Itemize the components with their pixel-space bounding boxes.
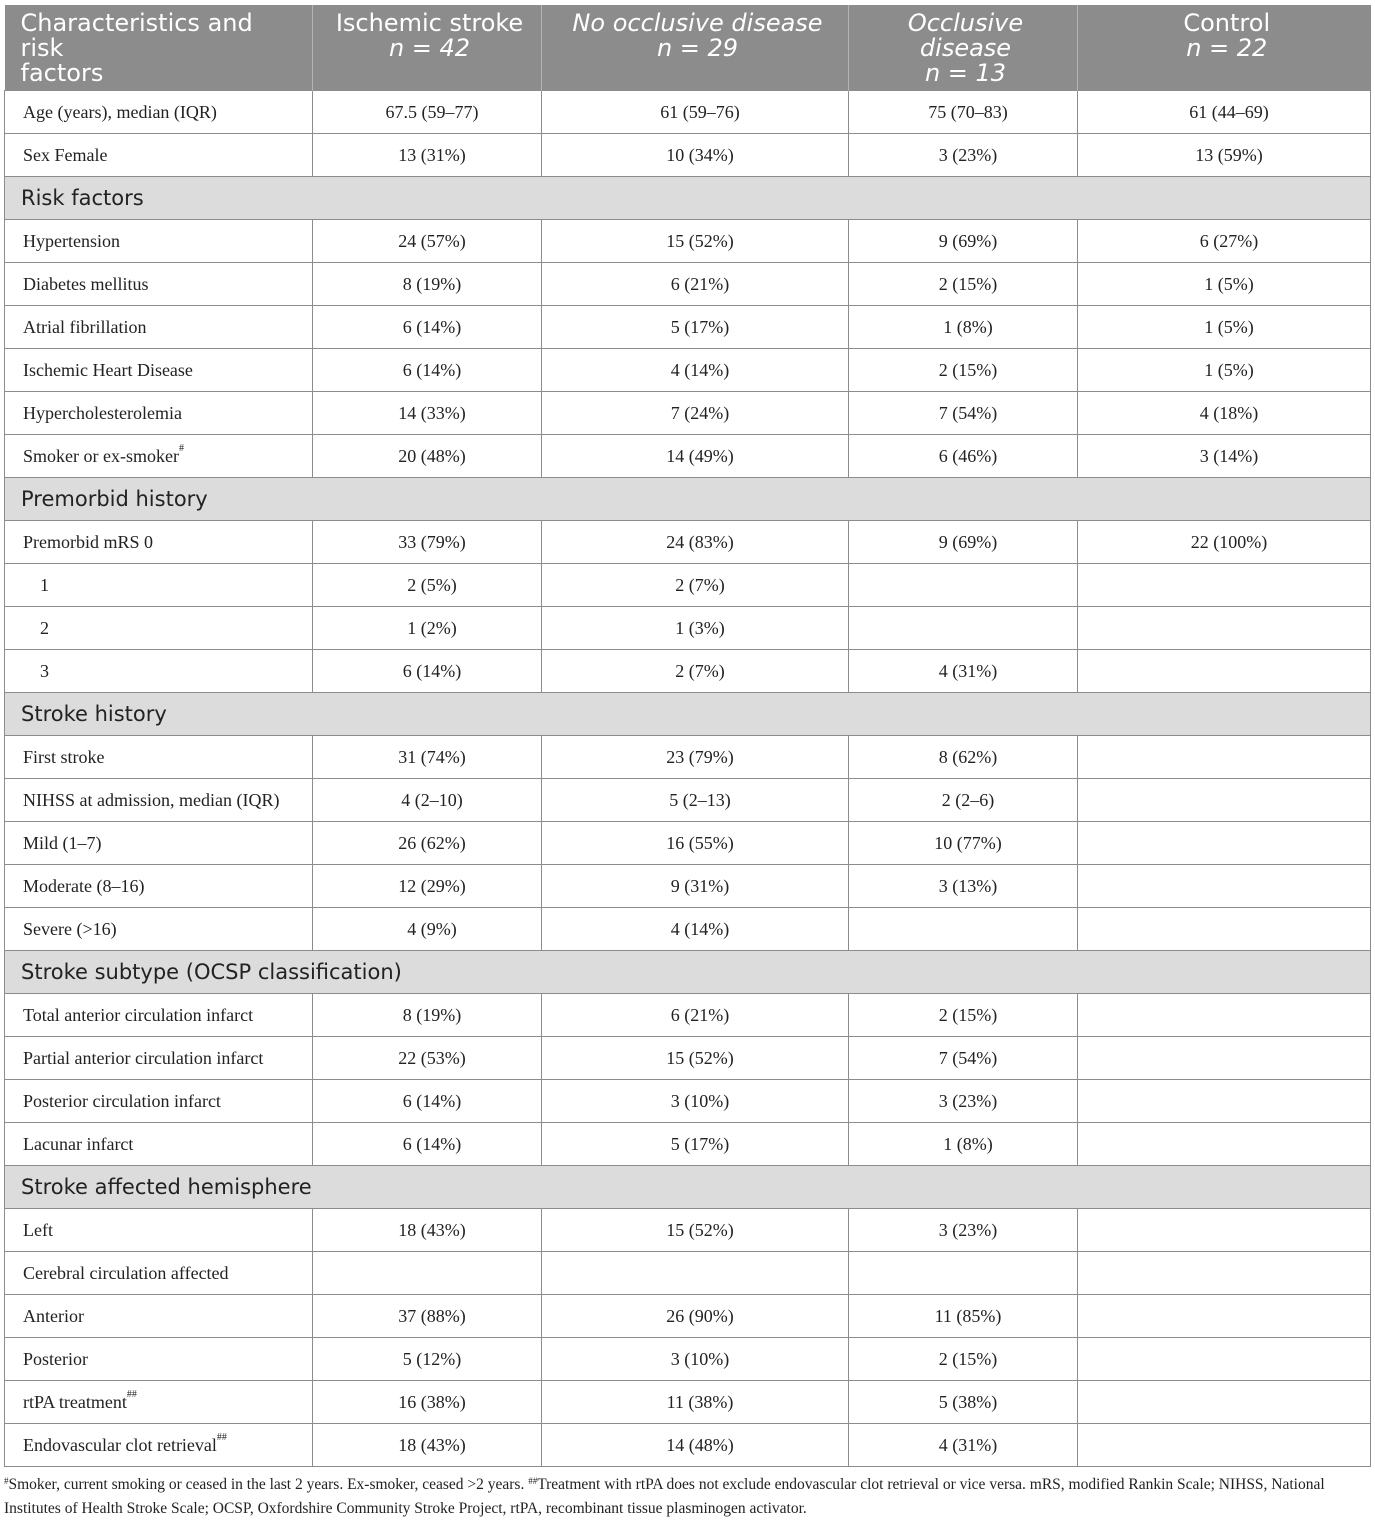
header-n: n = 13 (924, 59, 1007, 87)
table-cell: 6 (21%) (542, 263, 849, 306)
row-label-text: Endovascular clot retrieval (23, 1434, 217, 1455)
table-cell: 3 (13%) (849, 865, 1078, 908)
row-label (5, 306, 313, 349)
header-no-occlusive-disease (542, 5, 849, 91)
header-n: n = 29 (656, 34, 739, 62)
table-cell (1078, 994, 1371, 1037)
table-row (5, 1295, 1371, 1338)
row-label (5, 1295, 313, 1338)
table-cell: 2 (15%) (849, 349, 1078, 392)
table-header (5, 5, 1371, 91)
table-row (5, 1381, 1371, 1424)
table-cell: 67.5 (59–77) (313, 91, 542, 134)
row-label (5, 822, 313, 865)
table-cell: 61 (44–69) (1078, 91, 1371, 134)
table-row (5, 1209, 1371, 1252)
table-row (5, 822, 1371, 865)
row-label-text: Sex Female (23, 144, 108, 165)
row-label-text: Smoker or ex-smoker (23, 445, 179, 466)
section-heading: Stroke history (5, 693, 1371, 736)
section-heading: Stroke subtype (OCSP classification) (5, 951, 1371, 994)
table-cell: 26 (62%) (313, 822, 542, 865)
section-row (5, 1166, 1371, 1209)
table-cell: 2 (15%) (849, 263, 1078, 306)
table-cell: 1 (8%) (849, 306, 1078, 349)
footnote-text: Treatment with rtPA does not exclude endovascular clot retrieval or vice versa. mRS, modified Rankin Scale; NIHSS, National Institutes of Health Stroke Scale; OCSP, Oxfordshire Community Stroke Project, rtPA, recombinant tissue plasminogen activator. (4, 1476, 1325, 1517)
table-cell (1078, 1381, 1371, 1424)
table-cell: 9 (31%) (542, 865, 849, 908)
table-cell: 14 (49%) (542, 435, 849, 478)
table-cell: 6 (21%) (542, 994, 849, 1037)
row-label (5, 435, 313, 478)
row-label (5, 1338, 313, 1381)
table-cell (849, 607, 1078, 650)
header-control (1078, 5, 1371, 91)
header-line: No occlusive disease (572, 9, 823, 37)
table-cell: 4 (31%) (849, 1424, 1078, 1467)
row-label-text: Mild (1–7) (23, 832, 102, 853)
header-n: n = 22 (1186, 34, 1268, 62)
section-heading: Premorbid history (5, 478, 1371, 521)
table-cell (1078, 1080, 1371, 1123)
table-cell: 37 (88%) (313, 1295, 542, 1338)
table-row (5, 994, 1371, 1037)
table-row (5, 607, 1371, 650)
row-label-text: First stroke (23, 746, 105, 767)
table-cell (1078, 1252, 1371, 1295)
row-label-text: Diabetes mellitus (23, 273, 149, 294)
row-label (5, 994, 313, 1037)
header-occlusive-disease (849, 5, 1078, 91)
row-label (5, 865, 313, 908)
row-label-text: Posterior circulation infarct (23, 1090, 221, 1111)
table-cell (313, 1252, 542, 1295)
header-characteristics (5, 5, 313, 91)
table-cell: 18 (43%) (313, 1424, 542, 1467)
table-cell: 8 (19%) (313, 994, 542, 1037)
table-cell: 2 (15%) (849, 994, 1078, 1037)
table-cell (1078, 908, 1371, 951)
row-label (5, 650, 313, 693)
table-container (4, 5, 1370, 1521)
table-cell: 8 (62%) (849, 736, 1078, 779)
table-cell: 1 (5%) (1078, 349, 1371, 392)
table-cell: 33 (79%) (313, 521, 542, 564)
row-label (5, 1037, 313, 1080)
table-cell: 3 (23%) (849, 1080, 1078, 1123)
footnote-marker: # (178, 442, 184, 454)
row-label-text: Ischemic Heart Disease (23, 359, 193, 380)
table-cell: 6 (14%) (313, 1080, 542, 1123)
section-row (5, 478, 1371, 521)
table-cell: 5 (17%) (542, 306, 849, 349)
table-cell: 2 (7%) (542, 564, 849, 607)
table-body (5, 91, 1371, 1467)
row-label-text: Left (23, 1219, 53, 1240)
header-line: factors (20, 59, 104, 87)
row-label-text: Posterior (23, 1348, 88, 1369)
table-cell (849, 908, 1078, 951)
table-cell (1078, 865, 1371, 908)
table-cell: 5 (2–13) (542, 779, 849, 822)
table-cell: 1 (8%) (849, 1123, 1078, 1166)
table-cell: 2 (5%) (313, 564, 542, 607)
row-label-text: Hypercholesterolemia (23, 402, 182, 423)
table-cell: 11 (85%) (849, 1295, 1078, 1338)
row-label (5, 349, 313, 392)
row-label-text: Anterior (23, 1305, 84, 1326)
table-cell: 10 (34%) (542, 134, 849, 177)
table-cell: 16 (38%) (313, 1381, 542, 1424)
section-row (5, 693, 1371, 736)
table-cell: 6 (27%) (1078, 220, 1371, 263)
table-cell: 6 (14%) (313, 1123, 542, 1166)
row-label (5, 521, 313, 564)
row-label (5, 1123, 313, 1166)
table-cell (542, 1252, 849, 1295)
table-cell (1078, 1424, 1371, 1467)
table-row (5, 1424, 1371, 1467)
header-line: Ischemic stroke (335, 9, 524, 37)
table-cell: 14 (48%) (542, 1424, 849, 1467)
table-row (5, 521, 1371, 564)
table-row (5, 1338, 1371, 1381)
section-heading: Risk factors (5, 177, 1371, 220)
table-cell: 3 (23%) (849, 1209, 1078, 1252)
table-cell (1078, 822, 1371, 865)
row-label-text: Partial anterior circulation infarct (23, 1047, 264, 1068)
table-cell: 16 (55%) (542, 822, 849, 865)
footnote-marker: # (4, 1476, 9, 1486)
row-label (5, 220, 313, 263)
footnote-marker: ## (126, 1388, 137, 1400)
table-row (5, 908, 1371, 951)
table-cell (1078, 564, 1371, 607)
footnote-marker: ## (216, 1431, 227, 1443)
characteristics-table (4, 5, 1371, 1467)
table-cell: 2 (7%) (542, 650, 849, 693)
table-row (5, 1123, 1371, 1166)
table-cell: 1 (5%) (1078, 263, 1371, 306)
header-n: n = 42 (388, 34, 471, 62)
table-row (5, 1037, 1371, 1080)
row-label-text: Severe (>16) (23, 918, 117, 939)
row-label (5, 607, 313, 650)
row-label-text: Hypertension (23, 230, 120, 251)
table-cell: 15 (52%) (542, 1037, 849, 1080)
section-row (5, 951, 1371, 994)
table-row (5, 1080, 1371, 1123)
table-cell (1078, 1209, 1371, 1252)
table-cell: 22 (100%) (1078, 521, 1371, 564)
row-label (5, 1424, 313, 1467)
footnote-marker: ## (528, 1476, 538, 1486)
row-label-text: Total anterior circulation infarct (23, 1004, 254, 1025)
table-row (5, 134, 1371, 177)
table-cell: 1 (2%) (313, 607, 542, 650)
table-cell: 9 (69%) (849, 521, 1078, 564)
table-cell: 6 (14%) (313, 306, 542, 349)
row-label-text: Atrial fibrillation (23, 316, 147, 337)
table-cell: 2 (15%) (849, 1338, 1078, 1381)
table-cell: 3 (14%) (1078, 435, 1371, 478)
row-label (5, 392, 313, 435)
header-line: Occlusive disease (907, 9, 1024, 62)
table-row (5, 1252, 1371, 1295)
table-cell (1078, 1295, 1371, 1338)
table-row (5, 564, 1371, 607)
row-label-text: Age (years), median (IQR) (23, 101, 217, 122)
table-cell: 2 (2–6) (849, 779, 1078, 822)
table-cell: 4 (9%) (313, 908, 542, 951)
table-cell: 20 (48%) (313, 435, 542, 478)
header-line: Characteristics and risk (20, 9, 253, 62)
table-cell: 13 (59%) (1078, 134, 1371, 177)
table-footnote (4, 1473, 1370, 1521)
row-label-text: Lacunar infarct (23, 1133, 134, 1154)
row-label-text: Moderate (8–16) (23, 875, 145, 896)
table-cell: 7 (24%) (542, 392, 849, 435)
row-label-text: Premorbid mRS 0 (23, 531, 154, 552)
table-cell (1078, 1037, 1371, 1080)
table-cell: 3 (23%) (849, 134, 1078, 177)
row-label (5, 1381, 313, 1424)
table-row (5, 91, 1371, 134)
row-label (5, 1209, 313, 1252)
row-label-text: 2 (40, 617, 49, 638)
row-label (5, 1252, 313, 1295)
table-row (5, 306, 1371, 349)
table-row (5, 220, 1371, 263)
table-row (5, 736, 1371, 779)
table-cell: 26 (90%) (542, 1295, 849, 1338)
table-cell: 14 (33%) (313, 392, 542, 435)
row-label (5, 91, 313, 134)
section-row (5, 177, 1371, 220)
table-cell: 11 (38%) (542, 1381, 849, 1424)
table-cell: 61 (59–76) (542, 91, 849, 134)
table-cell: 75 (70–83) (849, 91, 1078, 134)
table-cell (1078, 779, 1371, 822)
row-label (5, 908, 313, 951)
table-cell: 6 (14%) (313, 650, 542, 693)
row-label (5, 564, 313, 607)
table-cell: 4 (18%) (1078, 392, 1371, 435)
table-cell (1078, 1123, 1371, 1166)
row-label (5, 736, 313, 779)
row-label-text: 1 (40, 574, 49, 595)
table-cell: 24 (57%) (313, 220, 542, 263)
table-cell: 8 (19%) (313, 263, 542, 306)
table-cell: 23 (79%) (542, 736, 849, 779)
table-cell: 3 (10%) (542, 1338, 849, 1381)
table-row (5, 392, 1371, 435)
section-heading: Stroke affected hemisphere (5, 1166, 1371, 1209)
table-row (5, 435, 1371, 478)
row-label-text: rtPA treatment (23, 1391, 127, 1412)
table-cell: 1 (3%) (542, 607, 849, 650)
row-label-text: NIHSS at admission, median (IQR) (23, 789, 280, 810)
table-cell (849, 564, 1078, 607)
table-cell: 4 (2–10) (313, 779, 542, 822)
table-cell: 7 (54%) (849, 1037, 1078, 1080)
table-cell: 1 (5%) (1078, 306, 1371, 349)
table-cell: 5 (38%) (849, 1381, 1078, 1424)
row-label (5, 134, 313, 177)
table-cell: 4 (14%) (542, 349, 849, 392)
table-cell: 15 (52%) (542, 1209, 849, 1252)
table-cell: 5 (12%) (313, 1338, 542, 1381)
table-cell (1078, 650, 1371, 693)
table-row (5, 865, 1371, 908)
row-label (5, 779, 313, 822)
table-cell (1078, 607, 1371, 650)
table-cell: 4 (14%) (542, 908, 849, 951)
table-cell: 4 (31%) (849, 650, 1078, 693)
table-cell: 7 (54%) (849, 392, 1078, 435)
row-label (5, 263, 313, 306)
table-row (5, 349, 1371, 392)
table-cell (849, 1252, 1078, 1295)
table-cell: 9 (69%) (849, 220, 1078, 263)
table-cell: 12 (29%) (313, 865, 542, 908)
header-line: Control (1183, 9, 1271, 37)
table-cell (1078, 736, 1371, 779)
table-cell: 31 (74%) (313, 736, 542, 779)
table-cell: 6 (46%) (849, 435, 1078, 478)
row-label-text: Cerebral circulation affected (23, 1262, 229, 1283)
table-row (5, 263, 1371, 306)
row-label (5, 1080, 313, 1123)
row-label-text: 3 (40, 660, 49, 681)
table-cell (1078, 1338, 1371, 1381)
table-cell: 6 (14%) (313, 349, 542, 392)
table-cell: 24 (83%) (542, 521, 849, 564)
table-cell: 15 (52%) (542, 220, 849, 263)
table-cell: 5 (17%) (542, 1123, 849, 1166)
table-cell: 22 (53%) (313, 1037, 542, 1080)
table-cell: 13 (31%) (313, 134, 542, 177)
table-cell: 18 (43%) (313, 1209, 542, 1252)
footnote-text: Smoker, current smoking or ceased in the last 2 years. Ex-smoker, ceased >2 years. (8, 1476, 529, 1493)
table-cell: 10 (77%) (849, 822, 1078, 865)
table-row (5, 779, 1371, 822)
table-row (5, 650, 1371, 693)
header-ischemic-stroke (313, 5, 542, 91)
table-cell: 3 (10%) (542, 1080, 849, 1123)
